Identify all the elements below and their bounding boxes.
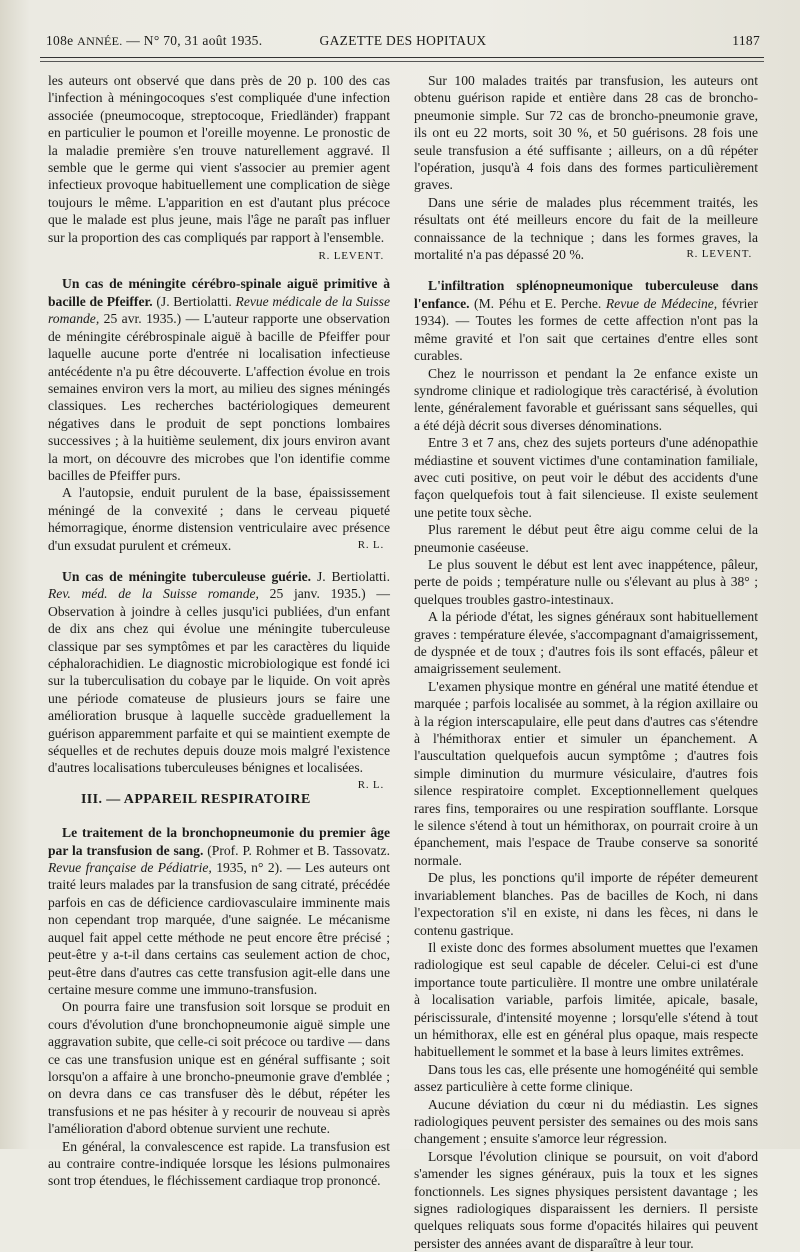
article-4-para-3: Entre 3 et 7 ans, chez des sujets porteurs d'une adénopathie médiastine et souvent victimes d'une contamination familiale, avec cuti positive, on peut voir le début des accidents d'une façon quelquefois tout à fait silencieuse. Il existe seulement une petite toux sèche. [414, 435, 758, 520]
intro-paragraph: les auteurs ont observé que dans près de 20 p. 100 des cas l'infection à méningocoques s'est compliquée d'une infection associée (pneumocoque, streptocoque, Friedländer) frappant en particulier le poumon et l'oreille moyenne. Le pronostic de la maladie première s'en trouve naturellement aggravé. Il semble que le germe qui vient s'associer au premier agent infectieux provoque habituellement une complication de siège toujours le même. L'apparition en est d'autant plus précoce que le malade est plus jeune, mais l'âge ne paraît pas influer sur la proportion des cas compliqués par rapport à l'ensemble. [48, 73, 390, 245]
article-4-para-7: L'examen physique montre en général une matité étendue et marquée ; parfois localisée au sommet, à la région axillaire ou à la région interscapulaire, elle peut dans d'autres cas s'étendre à l'hémithorax entier et simuler un épanchement. A l'auscultation quelquefois aucun symptôme ; d'autres fois simple diminution du murmure vésiculaire, d'autres fois silence respiratoire complet. Exceptionnellement quelques rares fins, temporaires ou une respiration soufflante. Lorsque le silence s'étend à tout un hémithorax, on pourrait croire à un épanchement, mais l'espace de Traube conserve sa sonorité normale. [414, 678, 758, 868]
article-3-continued-2 [414, 194, 758, 264]
article-4-para-4: Plus rarement le début peut être aigu comme celui de la pneumonie caséeuse. [414, 522, 758, 555]
issue-number-date: — N° 70, 31 août 1935. [126, 33, 263, 48]
signature: R. L. [357, 778, 384, 791]
article-reference: (Prof. P. Rohmer et B. Tassovatz. [207, 842, 390, 858]
article-4-para-5: Le plus souvent le début est lent avec inappétence, pâleur, perte de poids ; température nulle ou s'élevant au plus à 38° ; quelques troubles gastro-intestinaux. [414, 556, 758, 607]
article-3-para-2: On pourra faire une transfusion soit lorsque se produit en cours d'évolution d'une bronchopneumonie aiguë simple une aggravation subite, que celle-ci soit précoce ou tardive — dans ce cas une transfusion unique est en général suffisante ; soit lorsqu'on a affaire à une broncho-pneumonie grave d'emblée ; on devra dans ce cas transfuser dès le début, répéter les transfusions et ne pas hésiter à y recourir de nouveau si après l'amélioration d'abord obtenue survient une rechute. [48, 999, 390, 1137]
signature: R. LEVENT. [686, 248, 752, 261]
right-column [414, 72, 758, 1252]
article-body: Toutes les formes de cette affection n'ont pas la même gravité et l'on sait que certaines d'entre elles sont curables. [414, 313, 758, 364]
article-4-para-6: A la période d'état, les signes généraux sont habituellement graves : température élevée, s'accompagnant d'amaigrissement, de dyspnée et de toux ; d'autres fois ils sont effacés, pâleur et amaigrissement seulement. [414, 609, 758, 677]
article-body: Observation à joindre à celles jusqu'ici publiées, d'un enfant de dix ans chez qui évolue une méningite tuberculeuse classique par ses symptômes et par les caractères du liquide céphalorachidien. Le diagnostic microbiologique est fondé ici sur la tuberculisation du cobaye par le liquide. On voit après une période comateuse de plusieurs jours se faire une amélioration brusque à laquelle succède graduellement la guérison apparemment parfaite et qui se maintient exempte de séquelles et de rechutes depuis douze mois malgré l'existence d'autres localisations tuberculeuses bénignes et localisées. [48, 603, 390, 776]
article-3-continued: Sur 100 malades traités par transfusion, les auteurs ont obtenu guérison rapide et entière dans 28 cas de broncho-pneumonie simple. Sur 72 cas de broncho-pneumonie grave, ils ont eu 22 morts, soit 30 %, et 50 guérisons. 28 fois une seule transfusion a été suffisante ; ailleurs, on a dû répéter l'opération, jusqu'à 4 fois dans des formes particulièrement graves. [414, 73, 758, 193]
article-reference: (M. Péhu et E. Perche. [474, 295, 602, 311]
journal-title: GAZETTE DES HOPITAUX [319, 33, 487, 48]
article-1 [48, 275, 390, 484]
article-4-para-2: Chez le nourrisson et pendant la 2e enfance existe un syndrome clinique et radiologique très caractérisé, à évolution lente, généralement favorable et guérissant sans séquelles, qui a été déjà décrit sous diverses dénominations. [414, 365, 758, 433]
article-title: L'infiltration splénopneumonique tuberculeuse dans l'enfance. [414, 278, 758, 311]
article-title: Un cas de méningite tuberculeuse guérie. [62, 568, 312, 584]
article-journal: Revue médicale de la Suisse romande, [48, 293, 390, 327]
article-4-para-12: Lorsque l'évolution clinique se poursuit, on voit d'abord s'amender les signes généraux, puis la toux et les signes fonctionnels. Les signes physiques persistent davantage ; les signes radiologiques disparaissent les derniers. Il persiste quelques reliquats sous forme d'opacités hilaires qui peuvent persister des années avant de disparaître à leur tour. [414, 1148, 758, 1251]
header-rule-thin [40, 61, 764, 62]
article-body: L'auteur rapporte une observation de méningite cérébrospinale aiguë à bacille de Pfeiffer pour laquelle aucune porte d'entrée ni localisation infectieuse antécédente n'a pu être découverte. L'affection évolue en trois semaines environ vers la mort, au milieu des signes méningés classiques. Les recherches bactériologiques demeurent négatives dans le produit de sept ponctions lombaires successives ; à la huitième seulement, dix jours environ avant la mort, on découvre des microbes que l'on identifie comme bacilles de Pfeiffer purs. [48, 311, 390, 483]
article-body: A l'autopsie, enduit purulent de la base, épaississement méningé de la convexité ; dans le cerveau piqueté hémorragique, énorme distension ventriculaire avec présence d'un exsudat purulent et crémeux. [48, 485, 390, 553]
article-4-para-9: Il existe donc des formes absolument muettes que l'examen radiologique est seul capable de déceler. Celui-ci est d'une importance toute particulière. Il montre une ombre unilatérale à localisation variable, parfois limitée, apicale, basale, périscissurale, d'intensité moyenne ; lorsqu'elle s'étend à tout un hémithorax, elle est en général plus opaque, mais respecte habituellement le sommet et la base à leurs limites extrêmes. [414, 939, 758, 1060]
article-4 [414, 277, 758, 364]
issue-annee: ANNÉE. [77, 34, 123, 48]
article-reference-date: 25 avr. 1935.) — [103, 311, 200, 327]
issue-year: 108e [46, 33, 74, 48]
article-body: Les auteurs ont traité leurs malades par la transfusion de sang citraté, précédée parfois en cas de déficience cardiovasculaire imminente mais non cependant trop marquée, d'une saignée. Le mécanisme auquel fait appel cette méthode ne peut encore être précisé ; peut-être y a-t-il dans certains cas seulement action de choc, peut-être dans d'autres cas cette transfusion agit-elle dans une certaine mesure comme une immuno-transfusion. [48, 860, 390, 997]
article-3 [48, 824, 390, 998]
article-3-para-3: En général, la convalescence est rapide. La transfusion est au contraire contre-indiquée lorsque les lésions pulmonaires sont trop étendues, le fléchissement cardiaque trop prononcé. [48, 1138, 390, 1189]
article-1-para-2 [48, 484, 390, 554]
section-heading: III. — APPAREIL RESPIRATOIRE [80, 791, 311, 807]
running-header [46, 33, 760, 53]
article-title: Le traitement de la bronchopneumonie du premier âge par la transfusion de sang. [48, 825, 390, 858]
article-journal: Rev. méd. de la Suisse romande, [48, 586, 259, 602]
signature: R. LEVENT. [318, 250, 384, 263]
article-4-para-8: De plus, les ponctions qu'il importe de répéter demeurent invariablement blanches. Pas de bacilles de Koch, ni dans l'expectoration s'il en existe, ni dans les fèces, ni dans le contenu gastrique. [414, 870, 758, 938]
article-4-para-10: Dans tous les cas, elle présente une homogénéité qui semble assez particulière à cette forme clinique. [414, 1061, 758, 1095]
article-reference-date: 1935, n° 2). — [216, 860, 301, 876]
signature: R. L. [357, 538, 384, 551]
article-2 [48, 568, 390, 791]
page-number: 1187 [732, 33, 760, 48]
spacer [48, 554, 390, 568]
article-reference: (J. Bertiolatti. [156, 293, 232, 309]
article-reference-date: février 1934). — [414, 295, 758, 329]
header-rule [40, 57, 764, 58]
article-journal: Revue française de Pédiatrie, [48, 860, 212, 876]
article-journal: Revue de Médecine, [605, 295, 718, 311]
spacer [414, 263, 758, 277]
article-reference: J. Bertiolatti. [316, 568, 390, 584]
left-column [48, 72, 390, 1190]
article-title: Un cas de méningite cérébro-spinale aiguë primitive à bacille de Pfeiffer. [48, 276, 390, 309]
article-reference-date: 25 janv. 1935.) — [269, 586, 390, 602]
article-body: Dans une série de malades plus récemment traités, les résultats ont été meilleurs encore du fait de la meilleure connaissance de la technique ; dans les formes graves, la mortalité n'a pas dépassé 20 %. [414, 194, 758, 263]
article-4-para-11: Aucune déviation du cœur ni du médiastin. Les signes radiologiques peuvent persister des semaines ou des mois sans changement ; ensuite s'amorce leur régression. [414, 1096, 758, 1147]
